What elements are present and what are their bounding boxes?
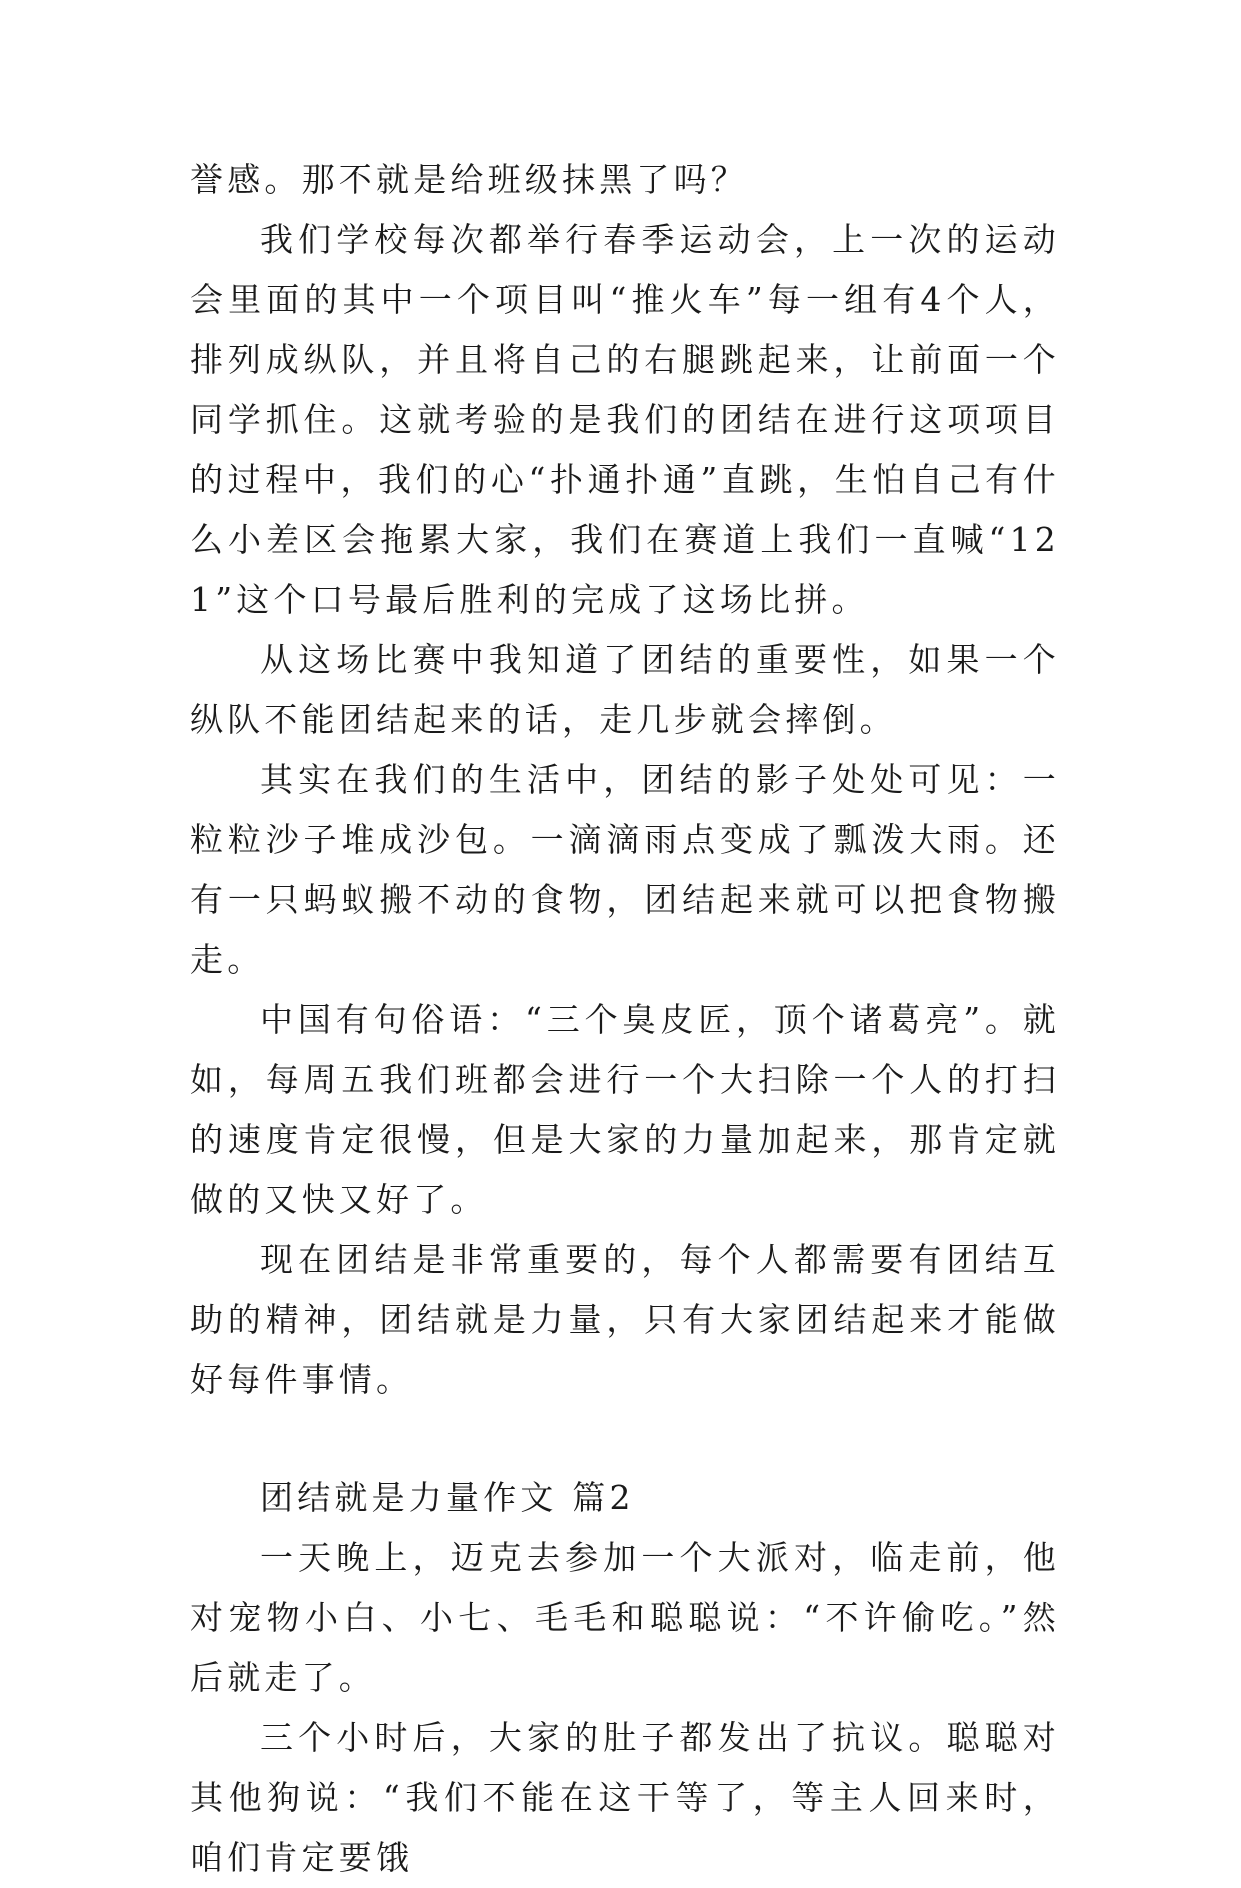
paragraph-conclusion: 现在团结是非常重要的，每个人都需要有团结互助的精神，团结就是力量，只有大家团结起来才能做好每件事情。 xyxy=(190,1240,1060,1399)
document-body xyxy=(190,150,1060,1888)
paragraph-examples: 其实在我们的生活中，团结的影子处处可见：一粒粒沙子堆成沙包。一滴滴雨点变成了瓢泼大雨。还有一只蚂蚁搬不动的食物，团结起来就可以把食物搬走。 xyxy=(190,760,1060,979)
paragraph-proverb: 中国有句俗语：“三个臭皮匠，顶个诸葛亮”。就如，每周五我们班都会进行一个大扫除一个人的打扫的速度肯定很慢，但是大家的力量加起来，那肯定就做的又快又好了。 xyxy=(190,1000,1060,1219)
paragraph-story-continue: 三个小时后，大家的肚子都发出了抗议。聪聪对其他狗说：“我们不能在这干等了，等主人回来时，咱们肯定要饿 xyxy=(190,1718,1060,1877)
paragraph-story-start: 一天晚上，迈克去参加一个大派对，临走前，他对宠物小白、小七、毛毛和聪聪说：“不许偷吃。”然后就走了。 xyxy=(190,1538,1060,1697)
paragraph-importance: 从这场比赛中我知道了团结的重要性，如果一个纵队不能团结起来的话，走几步就会摔倒。 xyxy=(190,640,1060,739)
section-spacer xyxy=(190,1410,1060,1468)
paragraph-continued: 誉感。那不就是给班级抹黑了吗？ xyxy=(190,160,748,199)
section-heading: 团结就是力量作文 篇2 xyxy=(260,1478,635,1517)
paragraph-sports-meet: 我们学校每次都举行春季运动会，上一次的运动会里面的其中一个项目叫“推火车”每一组有4个人，排列成纵队，并且将自己的右腿跳起来，让前面一个同学抓住。这就考验的是我们的团结在进行这项项目的过程中，我们的心“扑通扑通”直跳，生怕自己有什么小差区会拖累大家，我们在赛道上我们一直喊“121”这个口号最后胜利的完成了这场比拼。 xyxy=(190,220,1060,619)
